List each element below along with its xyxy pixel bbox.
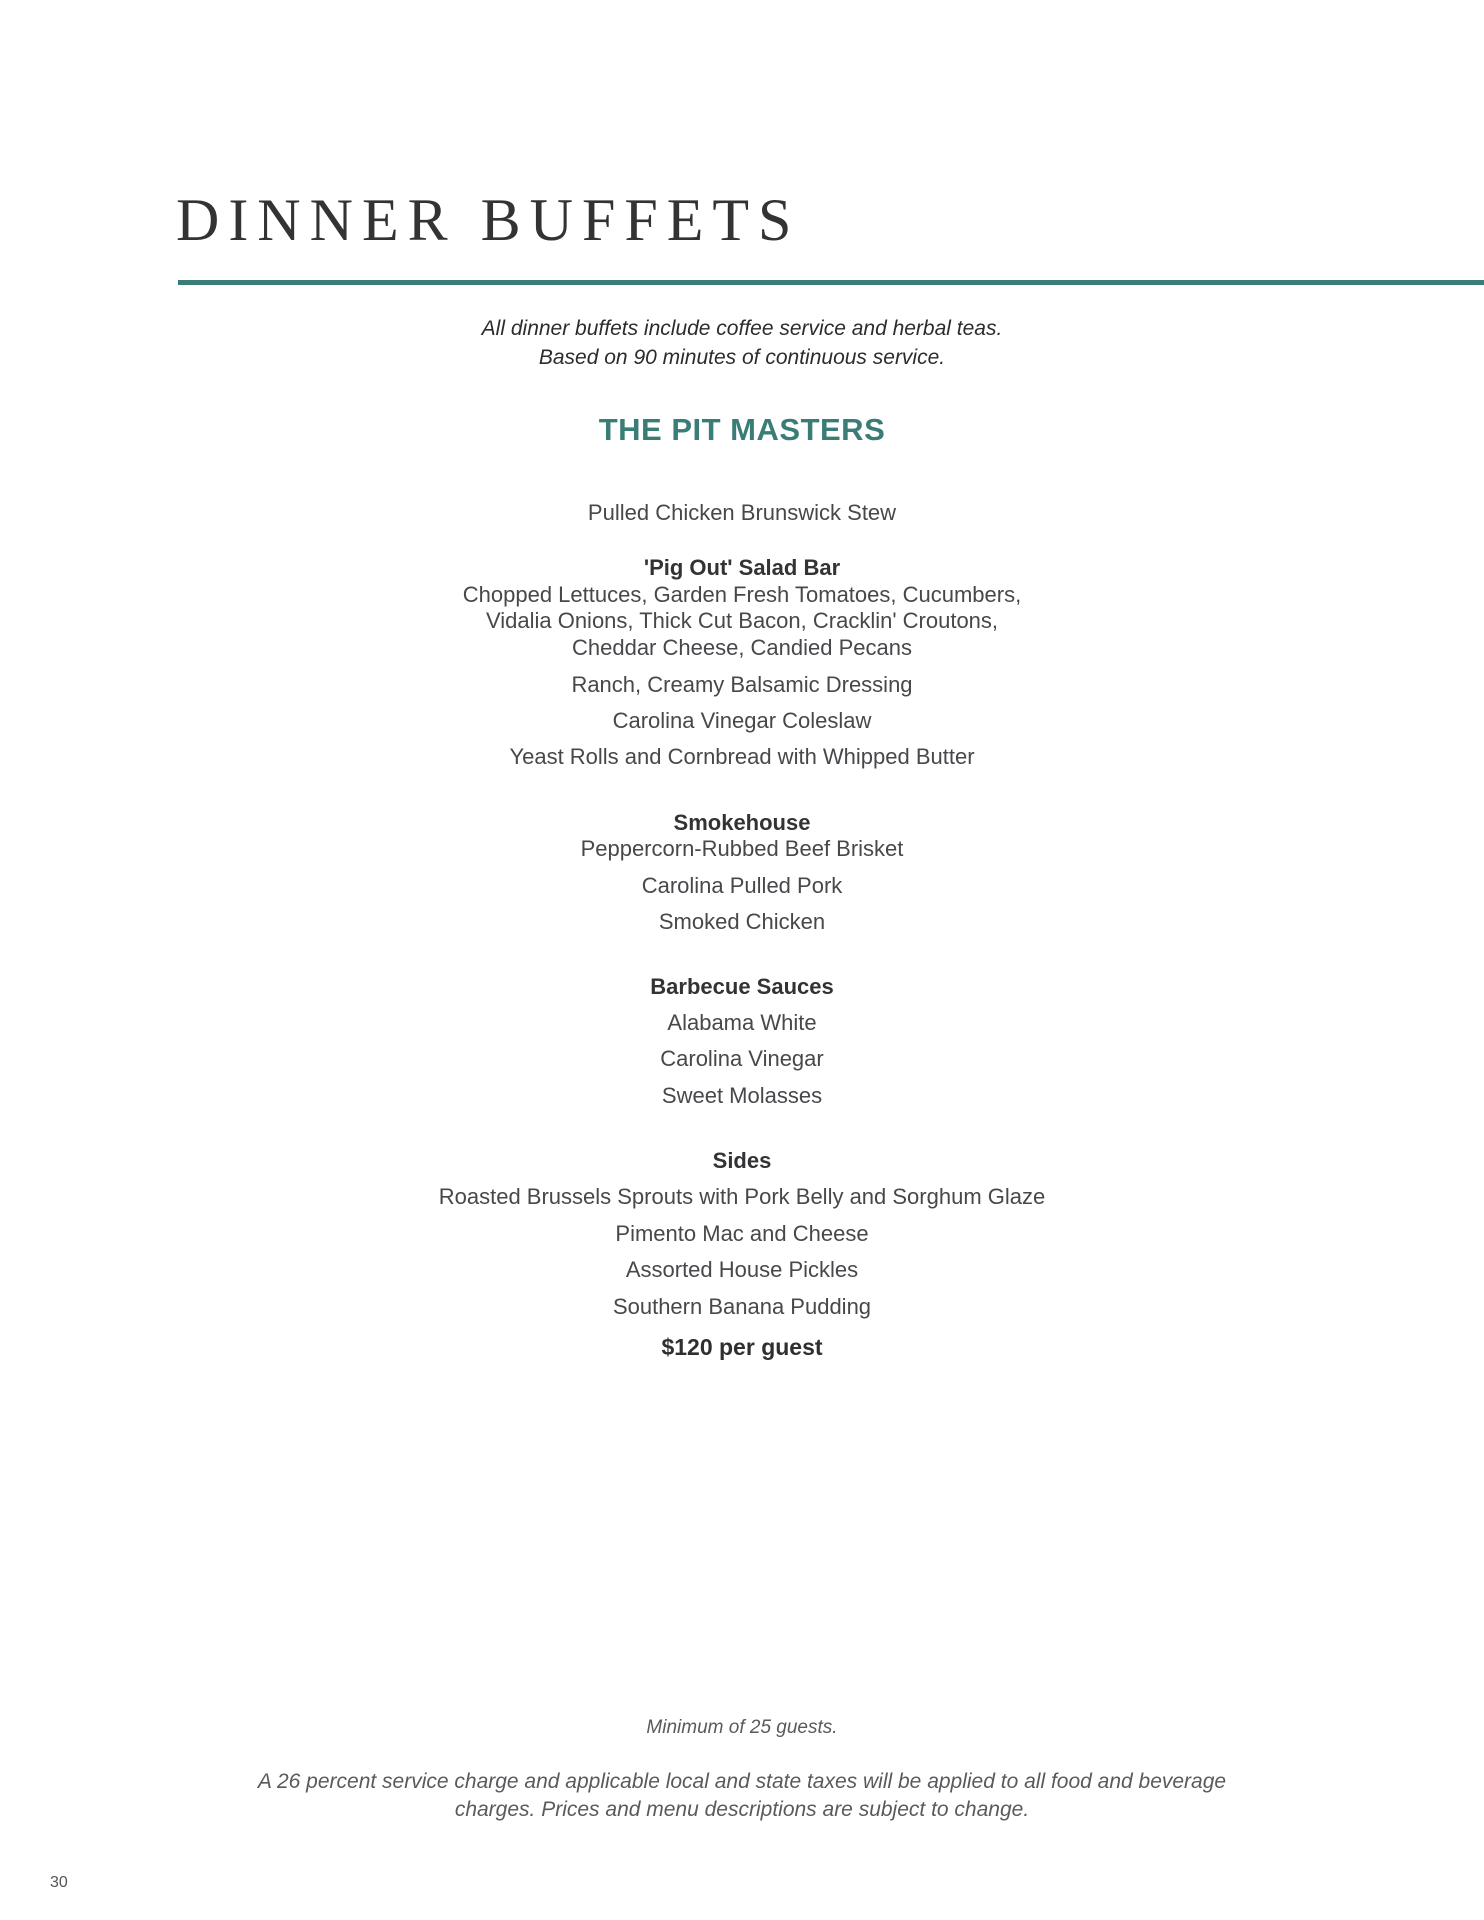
page-number: 30 [50, 1874, 68, 1891]
price: $120 per guest [661, 1334, 823, 1360]
menu-item-side: Pimento Mac and Cheese [615, 1221, 869, 1246]
menu-item-side: Roasted Brussels Sprouts with Pork Belly and Sorghum Glaze [438, 1184, 1046, 1209]
menu-item-sauce: Alabama White [667, 1010, 817, 1035]
menu-item-smokehouse: Peppercorn-Rubbed Beef Brisket [580, 836, 904, 861]
menu-item-side: Assorted House Pickles [625, 1257, 859, 1282]
menu-heading-salad-bar: 'Pig Out' Salad Bar [643, 555, 841, 580]
intro-note [0, 314, 1484, 372]
page-title: DINNER BUFFETS [176, 187, 801, 253]
disclaimer-line-1: A 26 percent service charge and applicable local and state taxes will be applied to all food and beverage [257, 1770, 1227, 1793]
minimum-note: Minimum of 25 guests. [646, 1717, 838, 1738]
disclaimer [0, 1768, 1484, 1824]
menu-item-smokehouse: Smoked Chicken [658, 909, 826, 934]
menu-heading-sauces: Barbecue Sauces [650, 974, 834, 999]
menu-item-salad-desc-3: Cheddar Cheese, Candied Pecans [571, 635, 912, 660]
menu-item-sauce: Carolina Vinegar [660, 1046, 824, 1071]
menu-item-sauce: Sweet Molasses [661, 1083, 823, 1108]
disclaimer-line-2: charges. Prices and menu descriptions are subject to change. [454, 1798, 1030, 1821]
menu-item-salad-desc-2: Vidalia Onions, Thick Cut Bacon, Cracklin' Croutons, [485, 608, 999, 633]
menu-item-stew: Pulled Chicken Brunswick Stew [587, 500, 897, 525]
menu-heading-sides: Sides [712, 1148, 772, 1173]
menu-item-dressing: Ranch, Creamy Balsamic Dressing [571, 672, 913, 697]
intro-line-1: All dinner buffets include coffee service and herbal teas. [481, 317, 1003, 340]
intro-line-2: Based on 90 minutes of continuous service. [538, 346, 946, 369]
menu-item-salad-desc-1: Chopped Lettuces, Garden Fresh Tomatoes, Cucumbers, [462, 582, 1022, 607]
menu-item-rolls: Yeast Rolls and Cornbread with Whipped Butter [509, 744, 975, 769]
title-divider [178, 280, 1484, 285]
menu-item-coleslaw: Carolina Vinegar Coleslaw [612, 708, 872, 733]
menu-heading-smokehouse: Smokehouse [673, 810, 811, 835]
menu-item-smokehouse: Carolina Pulled Pork [641, 873, 843, 898]
buffet-name: THE PIT MASTERS [598, 412, 886, 447]
menu-item-side: Southern Banana Pudding [612, 1294, 872, 1319]
